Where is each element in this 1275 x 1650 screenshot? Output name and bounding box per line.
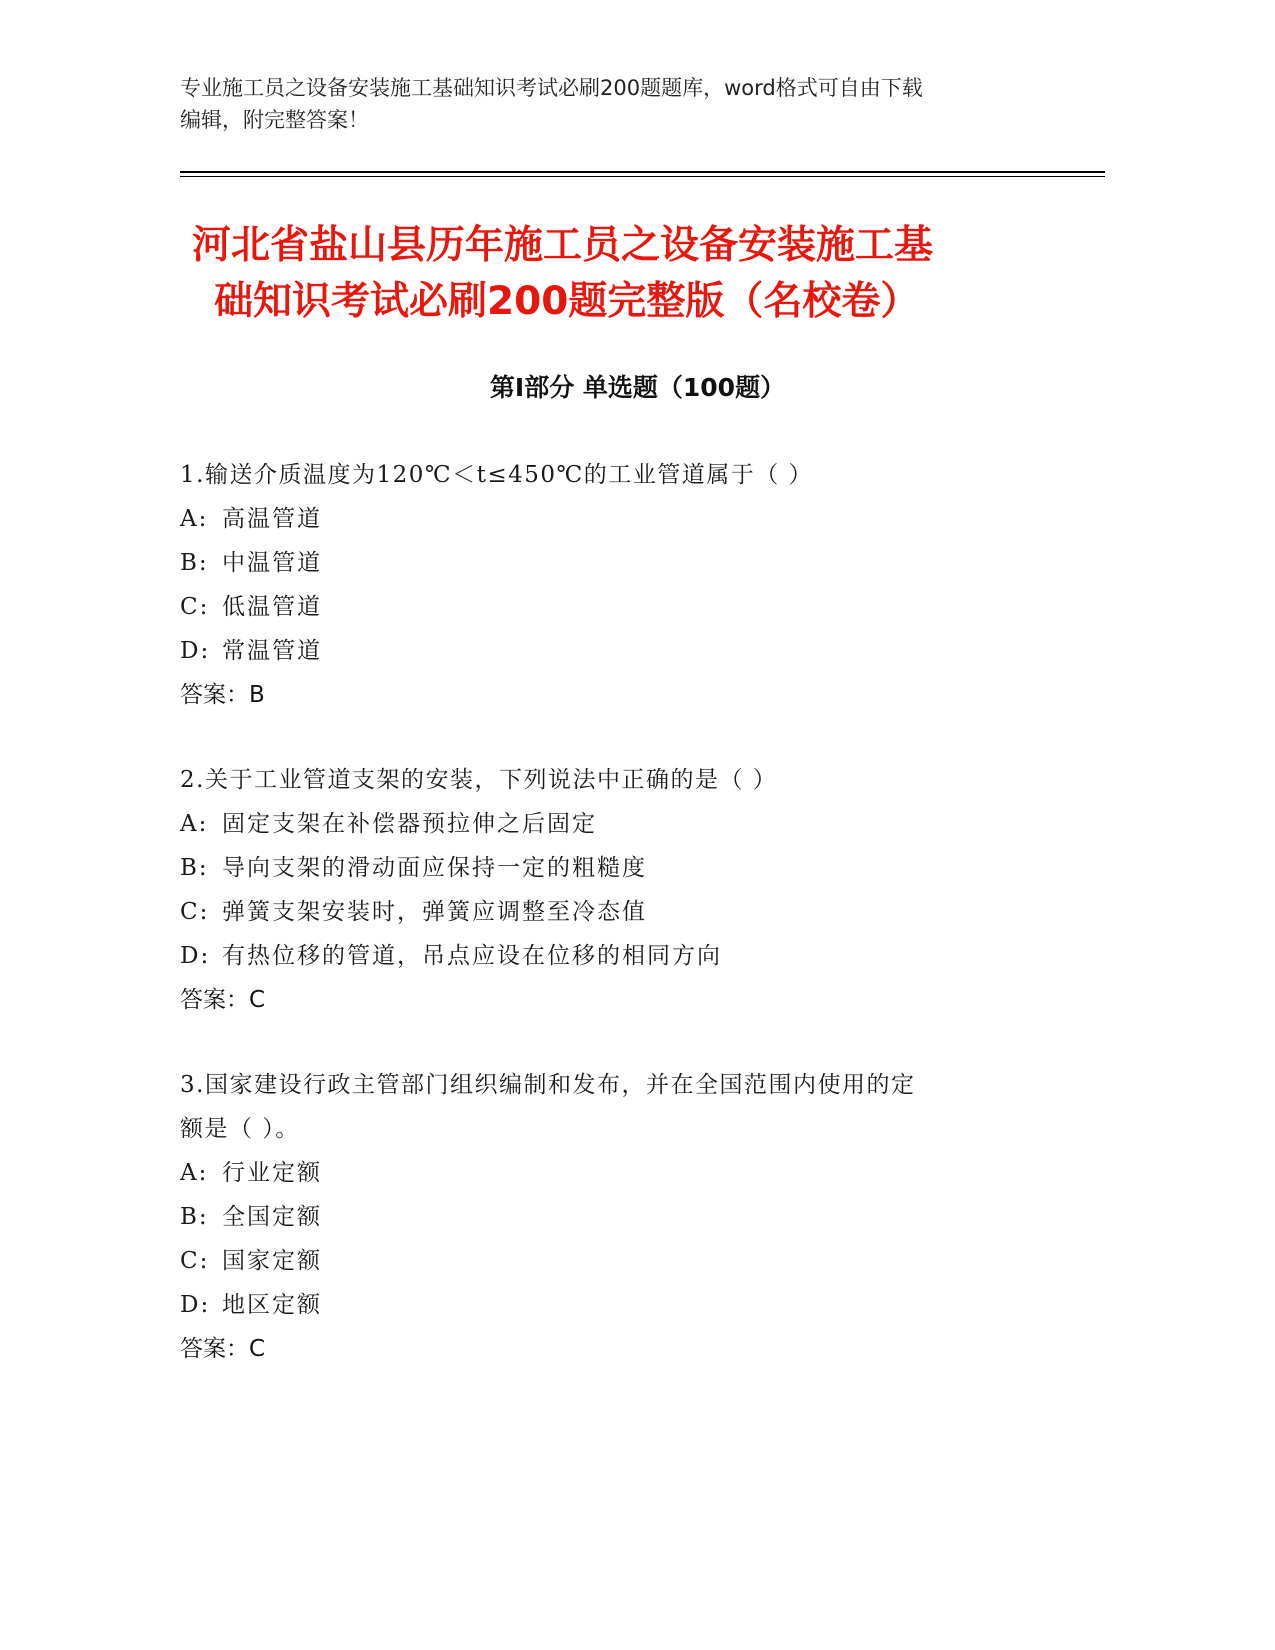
question-stem bbox=[180, 453, 1040, 497]
document-title-line-2: 础知识考试必刷200题完整版（名校卷） bbox=[214, 279, 920, 324]
option-text: 导向支架的滑动面应保持一定的粗糙度 bbox=[222, 855, 647, 881]
option-b bbox=[180, 541, 1040, 585]
section-heading: 第Ⅰ部分 单选题（100题） bbox=[489, 373, 786, 402]
header-note-line-1: 专业施工员之设备安装施工基础知识考试必刷200题题库，word格式可自由下载 bbox=[180, 76, 923, 100]
option-text: 高温管道 bbox=[222, 506, 322, 532]
option-d bbox=[180, 934, 1040, 978]
answer: 答案：C bbox=[180, 1336, 266, 1362]
option-text: 地区定额 bbox=[222, 1292, 322, 1318]
header-note-line-2: 编辑，附完整答案！ bbox=[180, 108, 369, 132]
option-key: B: bbox=[180, 855, 209, 881]
header-note bbox=[180, 72, 1040, 136]
option-key: D: bbox=[180, 1292, 211, 1318]
option-key: D: bbox=[180, 638, 211, 664]
answer: 答案：B bbox=[180, 682, 265, 708]
question-stem bbox=[180, 758, 1040, 802]
option-a bbox=[180, 497, 1040, 541]
question-stem bbox=[180, 1063, 1040, 1151]
option-c bbox=[180, 585, 1040, 629]
question-stem-line: 2.关于工业管道支架的安装，下列说法中正确的是（ ） bbox=[180, 767, 778, 793]
option-text: 国家定额 bbox=[222, 1248, 322, 1274]
option-text: 中温管道 bbox=[222, 550, 322, 576]
question-stem-line: 1.输送介质温度为120℃＜t≤450℃的工业管道属于（ ） bbox=[180, 462, 814, 488]
option-d bbox=[180, 629, 1040, 673]
answer: 答案：C bbox=[180, 987, 266, 1013]
option-key: C: bbox=[180, 899, 210, 925]
option-text: 常温管道 bbox=[222, 638, 322, 664]
question-1 bbox=[180, 453, 1040, 717]
option-key: C: bbox=[180, 1248, 210, 1274]
option-key: D: bbox=[180, 943, 211, 969]
option-b bbox=[180, 846, 1040, 890]
option-b bbox=[180, 1195, 1040, 1239]
option-text: 行业定额 bbox=[222, 1160, 322, 1186]
option-c bbox=[180, 890, 1040, 934]
option-text: 全国定额 bbox=[222, 1204, 322, 1230]
question-stem-line: 额是（ ）。 bbox=[180, 1116, 300, 1142]
header-divider-thick bbox=[180, 171, 1105, 173]
option-key: C: bbox=[180, 594, 210, 620]
question-stem-line: 3.国家建设行政主管部门组织编制和发布，并在全国范围内使用的定 bbox=[180, 1072, 916, 1098]
option-text: 低温管道 bbox=[222, 594, 322, 620]
option-c bbox=[180, 1239, 1040, 1283]
option-a bbox=[180, 1151, 1040, 1195]
option-text: 有热位移的管道，吊点应设在位移的相同方向 bbox=[222, 943, 722, 969]
option-key: A: bbox=[180, 1160, 209, 1186]
option-text: 弹簧支架安装时，弹簧应调整至冷态值 bbox=[222, 899, 647, 925]
option-d bbox=[180, 1283, 1040, 1327]
document-title-line-1: 河北省盐山县历年施工员之设备安装施工基 bbox=[192, 223, 934, 268]
option-text: 固定支架在补偿器预拉伸之后固定 bbox=[222, 811, 597, 837]
option-a bbox=[180, 802, 1040, 846]
question-3 bbox=[180, 1063, 1040, 1371]
document-title bbox=[180, 218, 1060, 330]
option-key: B: bbox=[180, 550, 209, 576]
header-divider-thin bbox=[180, 176, 1105, 177]
option-key: A: bbox=[180, 506, 209, 532]
option-key: A: bbox=[180, 811, 209, 837]
option-key: B: bbox=[180, 1204, 209, 1230]
question-2 bbox=[180, 758, 1040, 1022]
